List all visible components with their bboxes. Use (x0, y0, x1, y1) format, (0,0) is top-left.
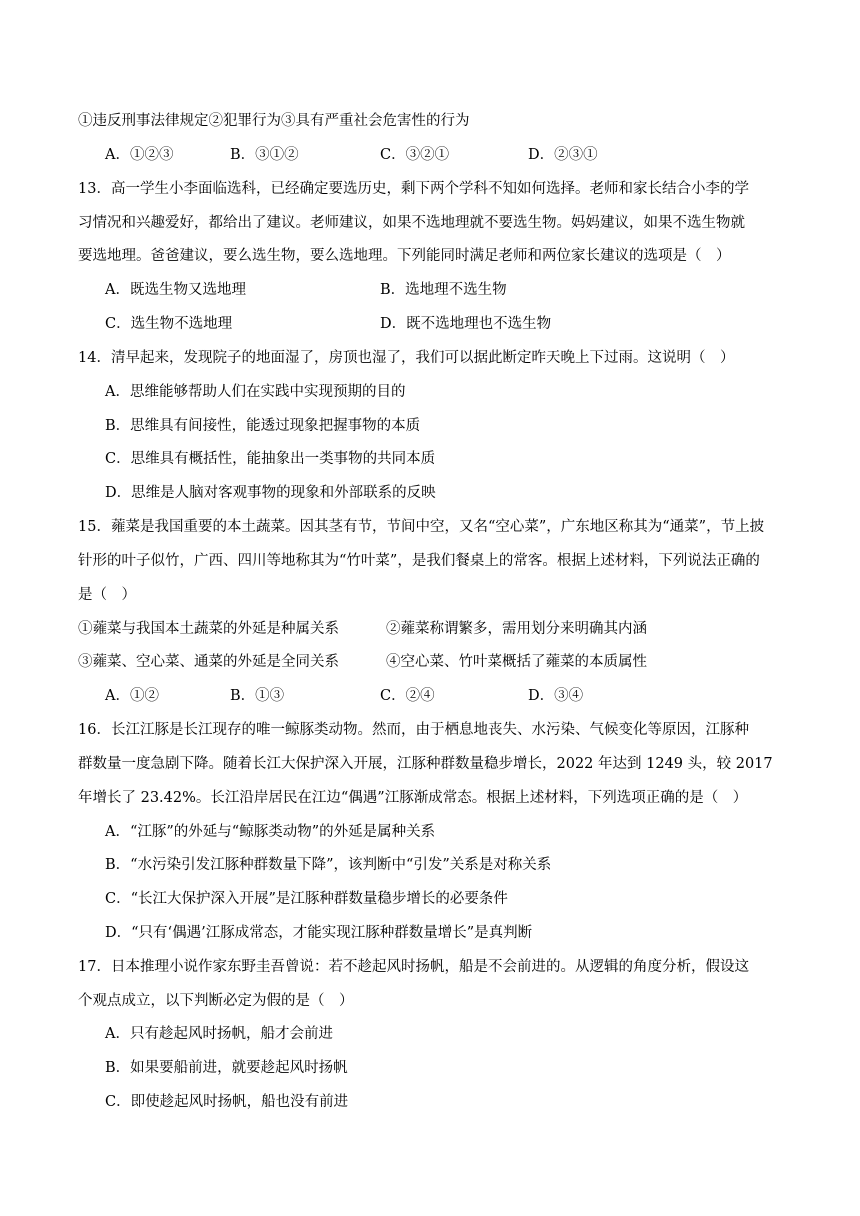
q16-stem-line-3: 年增长了 23.42%。长江沿岸居民在江边“偶遇”江豚渐成常态。根据上述材料，下列选项正确的是（ ） (78, 790, 748, 806)
q15-statement-3: ③蕹菜、空心菜、通菜的外延是全同关系 (78, 654, 339, 670)
q12-statements: ①违反刑事法律规定②犯罪行为③具有严重社会危害性的行为 (78, 113, 470, 129)
q15-option-d: D．③④ (528, 688, 584, 704)
q15-statement-4: ④空心菜、竹叶菜概括了蕹菜的本质属性 (386, 654, 647, 670)
q13-option-a: A．既选生物又选地理 (105, 282, 246, 298)
q17-option-a: A．只有趁起风时扬帆，船才会前进 (105, 1026, 333, 1042)
q13-stem-line-2: 习情况和兴趣爱好，都给出了建议。老师建议，如果不选地理就不要选生物。妈妈建议，如果不选生物就 (78, 215, 745, 231)
q14-option-d: D．思维是人脑对客观事物的现象和外部联系的反映 (105, 485, 436, 501)
q13-option-c: C．选生物不选地理 (105, 316, 233, 332)
q17-option-c: C．即使趁起风时扬帆，船也没有前进 (105, 1094, 349, 1110)
q15-stem-line-1: 15．蕹菜是我国重要的本土蔬菜。因其茎有节，节间中空，又名“空心菜”，广东地区称其为“通菜”，节上披 (78, 519, 765, 535)
q17-stem-line-2: 个观点成立，以下判断必定为假的是（ ） (78, 993, 354, 1009)
q16-stem-line-2: 群数量一度急剧下降。随着长江大保护深入开展，江豚种群数量稳步增长，2022 年达到 1249 头，较 2017 (78, 756, 773, 772)
q12-option-b: B．③①② (230, 147, 299, 163)
q15-option-c: C．②④ (380, 688, 435, 704)
q15-option-b: B．①③ (230, 688, 285, 704)
q16-option-c: C．“长江大保护深入开展”是江豚种群数量稳步增长的必要条件 (105, 891, 508, 907)
q15-statement-1: ①蕹菜与我国本土蔬菜的外延是种属关系 (78, 621, 339, 637)
q15-stem-line-3: 是（ ） (78, 587, 136, 603)
q15-stem-line-2: 针形的叶子似竹，广西、四川等地称其为“竹叶菜”，是我们餐桌上的常客。根据上述材料，下列说法正确的 (78, 553, 760, 569)
q16-option-a: A．“江豚”的外延与“鲸豚类动物”的外延是属种关系 (105, 824, 436, 840)
q13-option-d: D．既不选地理也不选生物 (380, 316, 552, 332)
q15-option-a: A．①② (105, 688, 159, 704)
q12-option-c: C．③②① (380, 147, 450, 163)
q16-stem-line-1: 16．长江江豚是长江现存的唯一鲸豚类动物。然而，由于栖息地丧失、水污染、气候变化等原因，江豚种 (78, 722, 749, 738)
q13-stem-line-1: 13．高一学生小李面临选科，已经确定要选历史，剩下两个学科不知如何选择。老师和家长结合小李的学 (78, 181, 749, 197)
q15-statement-2: ②蕹菜称谓繁多，需用划分来明确其内涵 (386, 621, 647, 637)
q14-option-b: B．思维具有间接性，能透过现象把握事物的本质 (105, 418, 421, 434)
q16-option-b: B．“水污染引发江豚种群数量下降”，该判断中“引发”关系是对称关系 (105, 857, 552, 873)
q12-option-d: D．②③① (528, 147, 598, 163)
q12-option-a: A．①②③ (105, 147, 174, 163)
q14-stem: 14．清早起来，发现院子的地面湿了，房顶也湿了，我们可以据此断定昨天晚上下过雨。这说明（ ） (78, 350, 735, 366)
q13-stem-line-3: 要选地理。爸爸建议，要么选生物，要么选地理。下列能同时满足老师和两位家长建议的选项是（ ） (78, 248, 731, 264)
q16-option-d: D．“只有‘偶遇’江豚成常态，才能实现江豚种群数量增长”是真判断 (105, 925, 533, 941)
q13-option-b: B．选地理不选生物 (380, 282, 507, 298)
q14-option-c: C．思维具有概括性，能抽象出一类事物的共同本质 (105, 451, 436, 467)
q14-option-a: A．思维能够帮助人们在实践中实现预期的目的 (105, 384, 406, 400)
q17-option-b: B．如果要船前进，就要趁起风时扬帆 (105, 1060, 348, 1076)
q17-stem-line-1: 17．日本推理小说作家东野圭吾曾说：若不趁起风时扬帆，船是不会前进的。从逻辑的角度分析，假设这 (78, 959, 749, 975)
